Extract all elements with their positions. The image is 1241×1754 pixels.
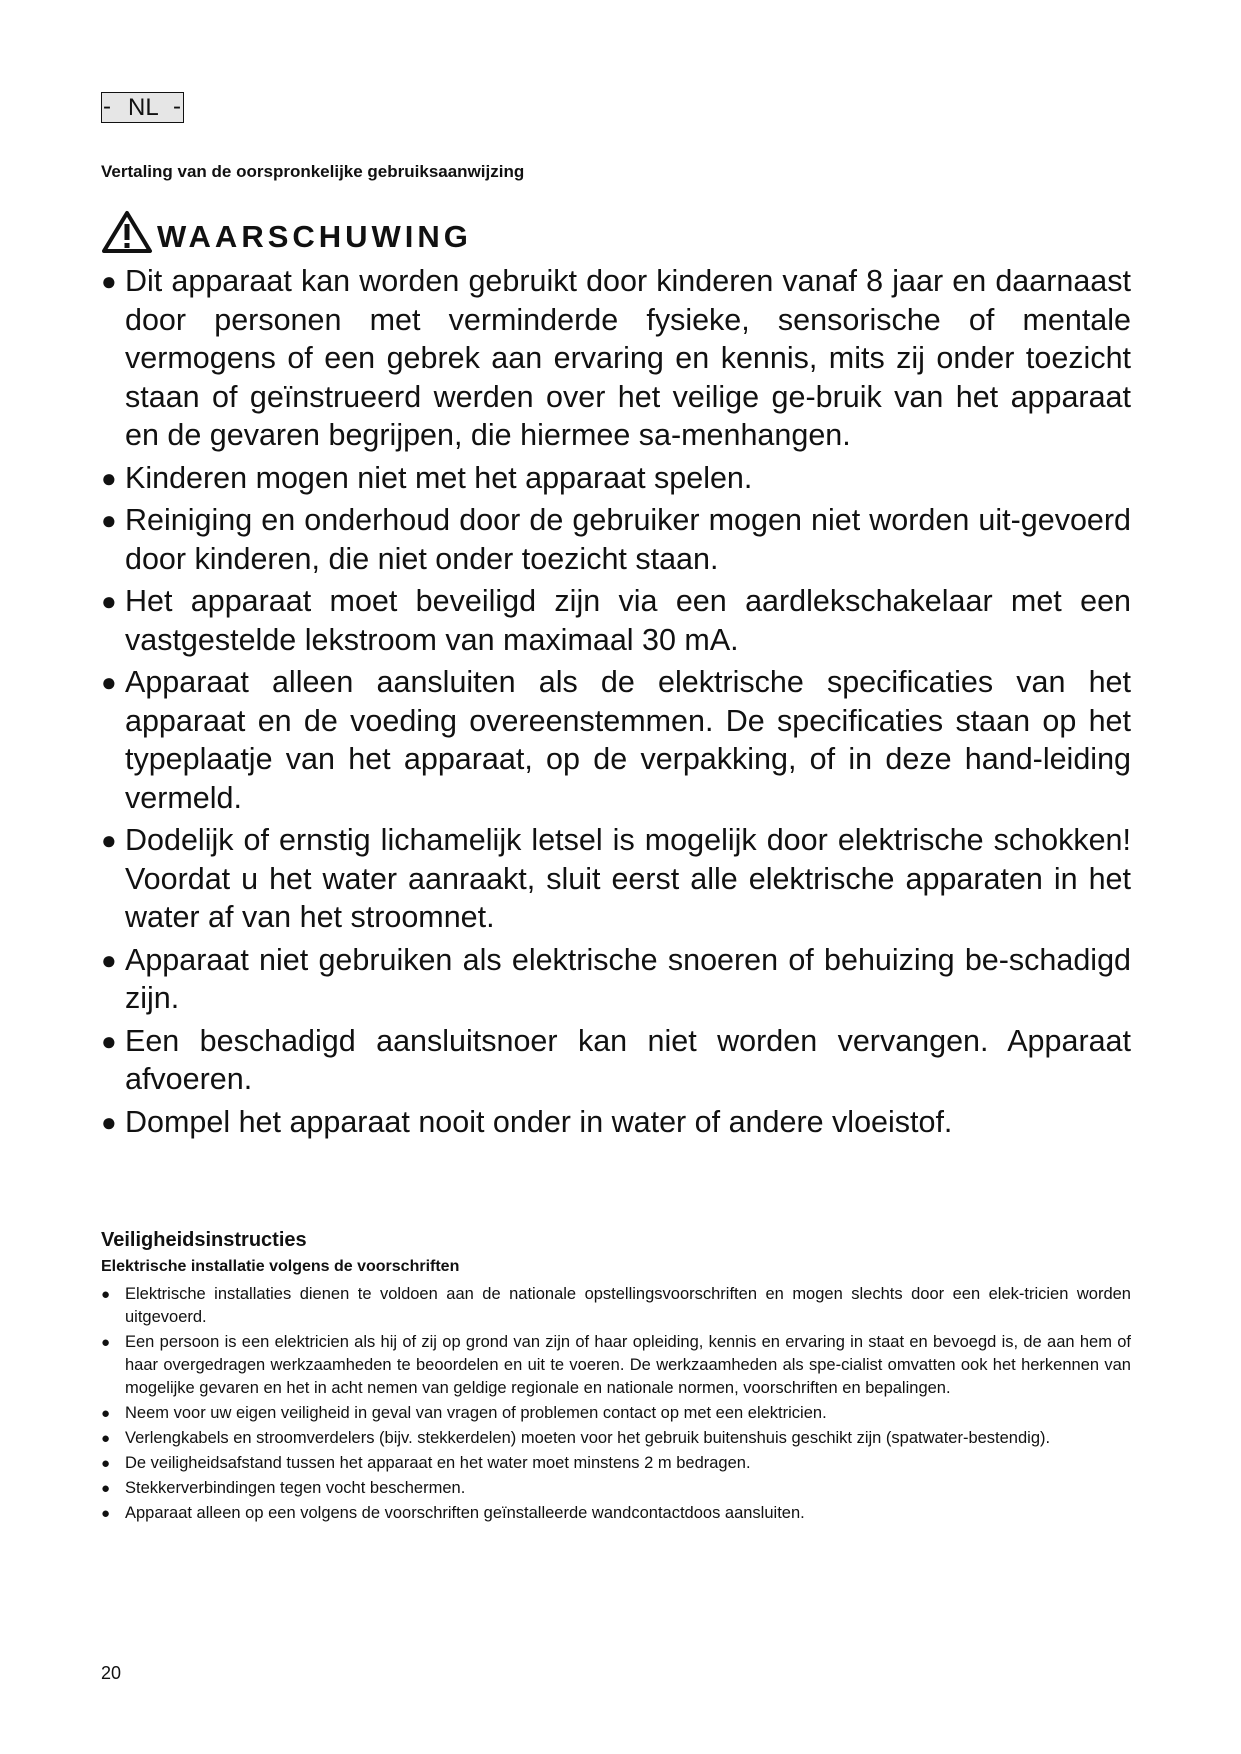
safety-item [101,1402,1131,1425]
document-subtitle: Vertaling van de oorspronkelijke gebruiksaanwijzing [101,162,525,181]
warning-triangle-icon [101,210,153,254]
safety-item [101,1477,1131,1500]
warning-list [101,262,1131,1145]
safety-item-text: Neem voor uw eigen veiligheid in geval van vragen of problemen contact op met een elektricien. [125,1404,827,1422]
warning-heading [101,208,472,254]
safety-item-text: Stekkerverbindingen tegen vocht beschermen. [125,1479,466,1497]
language-dash-left: - [103,93,111,120]
warning-item [101,941,1131,1018]
bullet-icon: ● [101,1455,111,1472]
safety-item-text: Elektrische installaties dienen te voldoen aan de nationale opstellingsvoorschriften en mogen slechts door een elek-tricien worden uitgevoerd. [125,1285,1131,1326]
safety-item-text: Een persoon is een elektricien als hij of zij op grond van zijn of haar opleiding, kennis en ervaring in staat en bevoegd is, de aan hem of haar overgedragen werkzaamheden te beoordelen en uit te voeren. De werkzaamheden als spe-cialist omvatten ook het herkennen van mogelijke gevaren en het in acht nemen van geldige regionale en nationale normen, voorschriften en bepalingen. [125,1333,1131,1397]
bullet-icon: ● [101,266,117,296]
bullet-icon: ● [101,667,117,697]
language-dash-right: - [173,93,181,120]
bullet-icon: ● [101,1430,111,1447]
bullet-icon: ● [101,462,117,493]
bullet-icon: ● [101,1505,111,1522]
warning-item [101,821,1131,937]
warning-item-text: Een beschadigd aansluitsnoer kan niet worden vervangen. Apparaat afvoeren. [125,1023,1131,1096]
safety-item-text: Apparaat alleen op een volgens de voorschriften geïnstalleerde wandcontactdoos aansluiten. [125,1504,805,1522]
warning-item-text: Dodelijk of ernstig lichamelijk letsel is mogelijk door elektrische schokken! Voordat u het water aanraakt, sluit eerst alle elektrische apparaten in het water af van het stroomnet. [125,823,1131,934]
bullet-icon: ● [101,1286,111,1303]
warning-item [101,459,1131,498]
safety-item-text: De veiligheidsafstand tussen het apparaat en het water moet minstens 2 m bedragen. [125,1454,751,1472]
bullet-icon: ● [101,1405,111,1422]
safety-item [101,1283,1131,1329]
bullet-icon: ● [101,825,117,855]
warning-item-text: Dit apparaat kan worden gebruikt door kinderen vanaf 8 jaar en daarnaast door personen met verminderde fysieke, sensorische of mentale vermogens of een gebrek aan ervaring en kennis, mits zij onder toezicht staan of geïnstrueerd werden over het veilige ge-bruik van het apparaat en de gevaren begrijpen, die hiermee sa-menhangen. [125,264,1131,452]
bullet-icon: ● [101,1334,111,1351]
bullet-icon: ● [101,586,117,616]
warning-title: WAARSCHUWING [157,219,472,254]
warning-item [101,582,1131,659]
language-code: NL [128,94,159,121]
warning-item-text: Het apparaat moet beveiligd zijn via een aardlekschakelaar met een vastgestelde lekstroom van maximaal 30 mA. [125,584,1131,657]
warning-item [101,1022,1131,1099]
bullet-icon: ● [101,1480,111,1497]
safety-item [101,1427,1131,1450]
bullet-icon: ● [101,1025,117,1056]
warning-item [101,262,1131,455]
bullet-icon: ● [101,944,117,975]
bullet-icon: ● [101,1106,117,1137]
warning-item-text: Apparaat alleen aansluiten als de elektrische specificaties van het apparaat en de voeding overeenstemmen. De specificaties staan op het typeplaatje van het apparaat, op de verpakking, of in deze hand-leiding vermeld. [125,665,1131,815]
safety-item [101,1452,1131,1475]
warning-item [101,663,1131,817]
safety-item-text: Verlengkabels en stroomverdelers (bijv. stekkerdelen) moeten voor het gebruik buitenshuis geschikt zijn (spatwater-bestendig). [125,1429,1051,1447]
safety-list [101,1283,1131,1527]
safety-section-subtitle: Elektrische installatie volgens de voorschriften [101,1258,460,1275]
warning-item-text: Dompel het apparaat nooit onder in water of andere vloeistof. [125,1104,953,1139]
warning-item [101,1103,1131,1142]
safety-item [101,1331,1131,1400]
warning-item-text: Kinderen mogen niet met het apparaat spelen. [125,460,753,495]
safety-item [101,1502,1131,1525]
warning-item [101,501,1131,578]
language-tag [101,92,184,123]
bullet-icon: ● [101,505,117,535]
safety-section-title: Veiligheidsinstructies [101,1229,307,1251]
warning-item-text: Apparaat niet gebruiken als elektrische snoeren of behuizing be-schadigd zijn. [125,942,1131,1015]
warning-item-text: Reiniging en onderhoud door de gebruiker mogen niet worden uit-gevoerd door kinderen, die niet onder toezicht staan. [125,503,1131,576]
page-number: 20 [101,1663,122,1683]
